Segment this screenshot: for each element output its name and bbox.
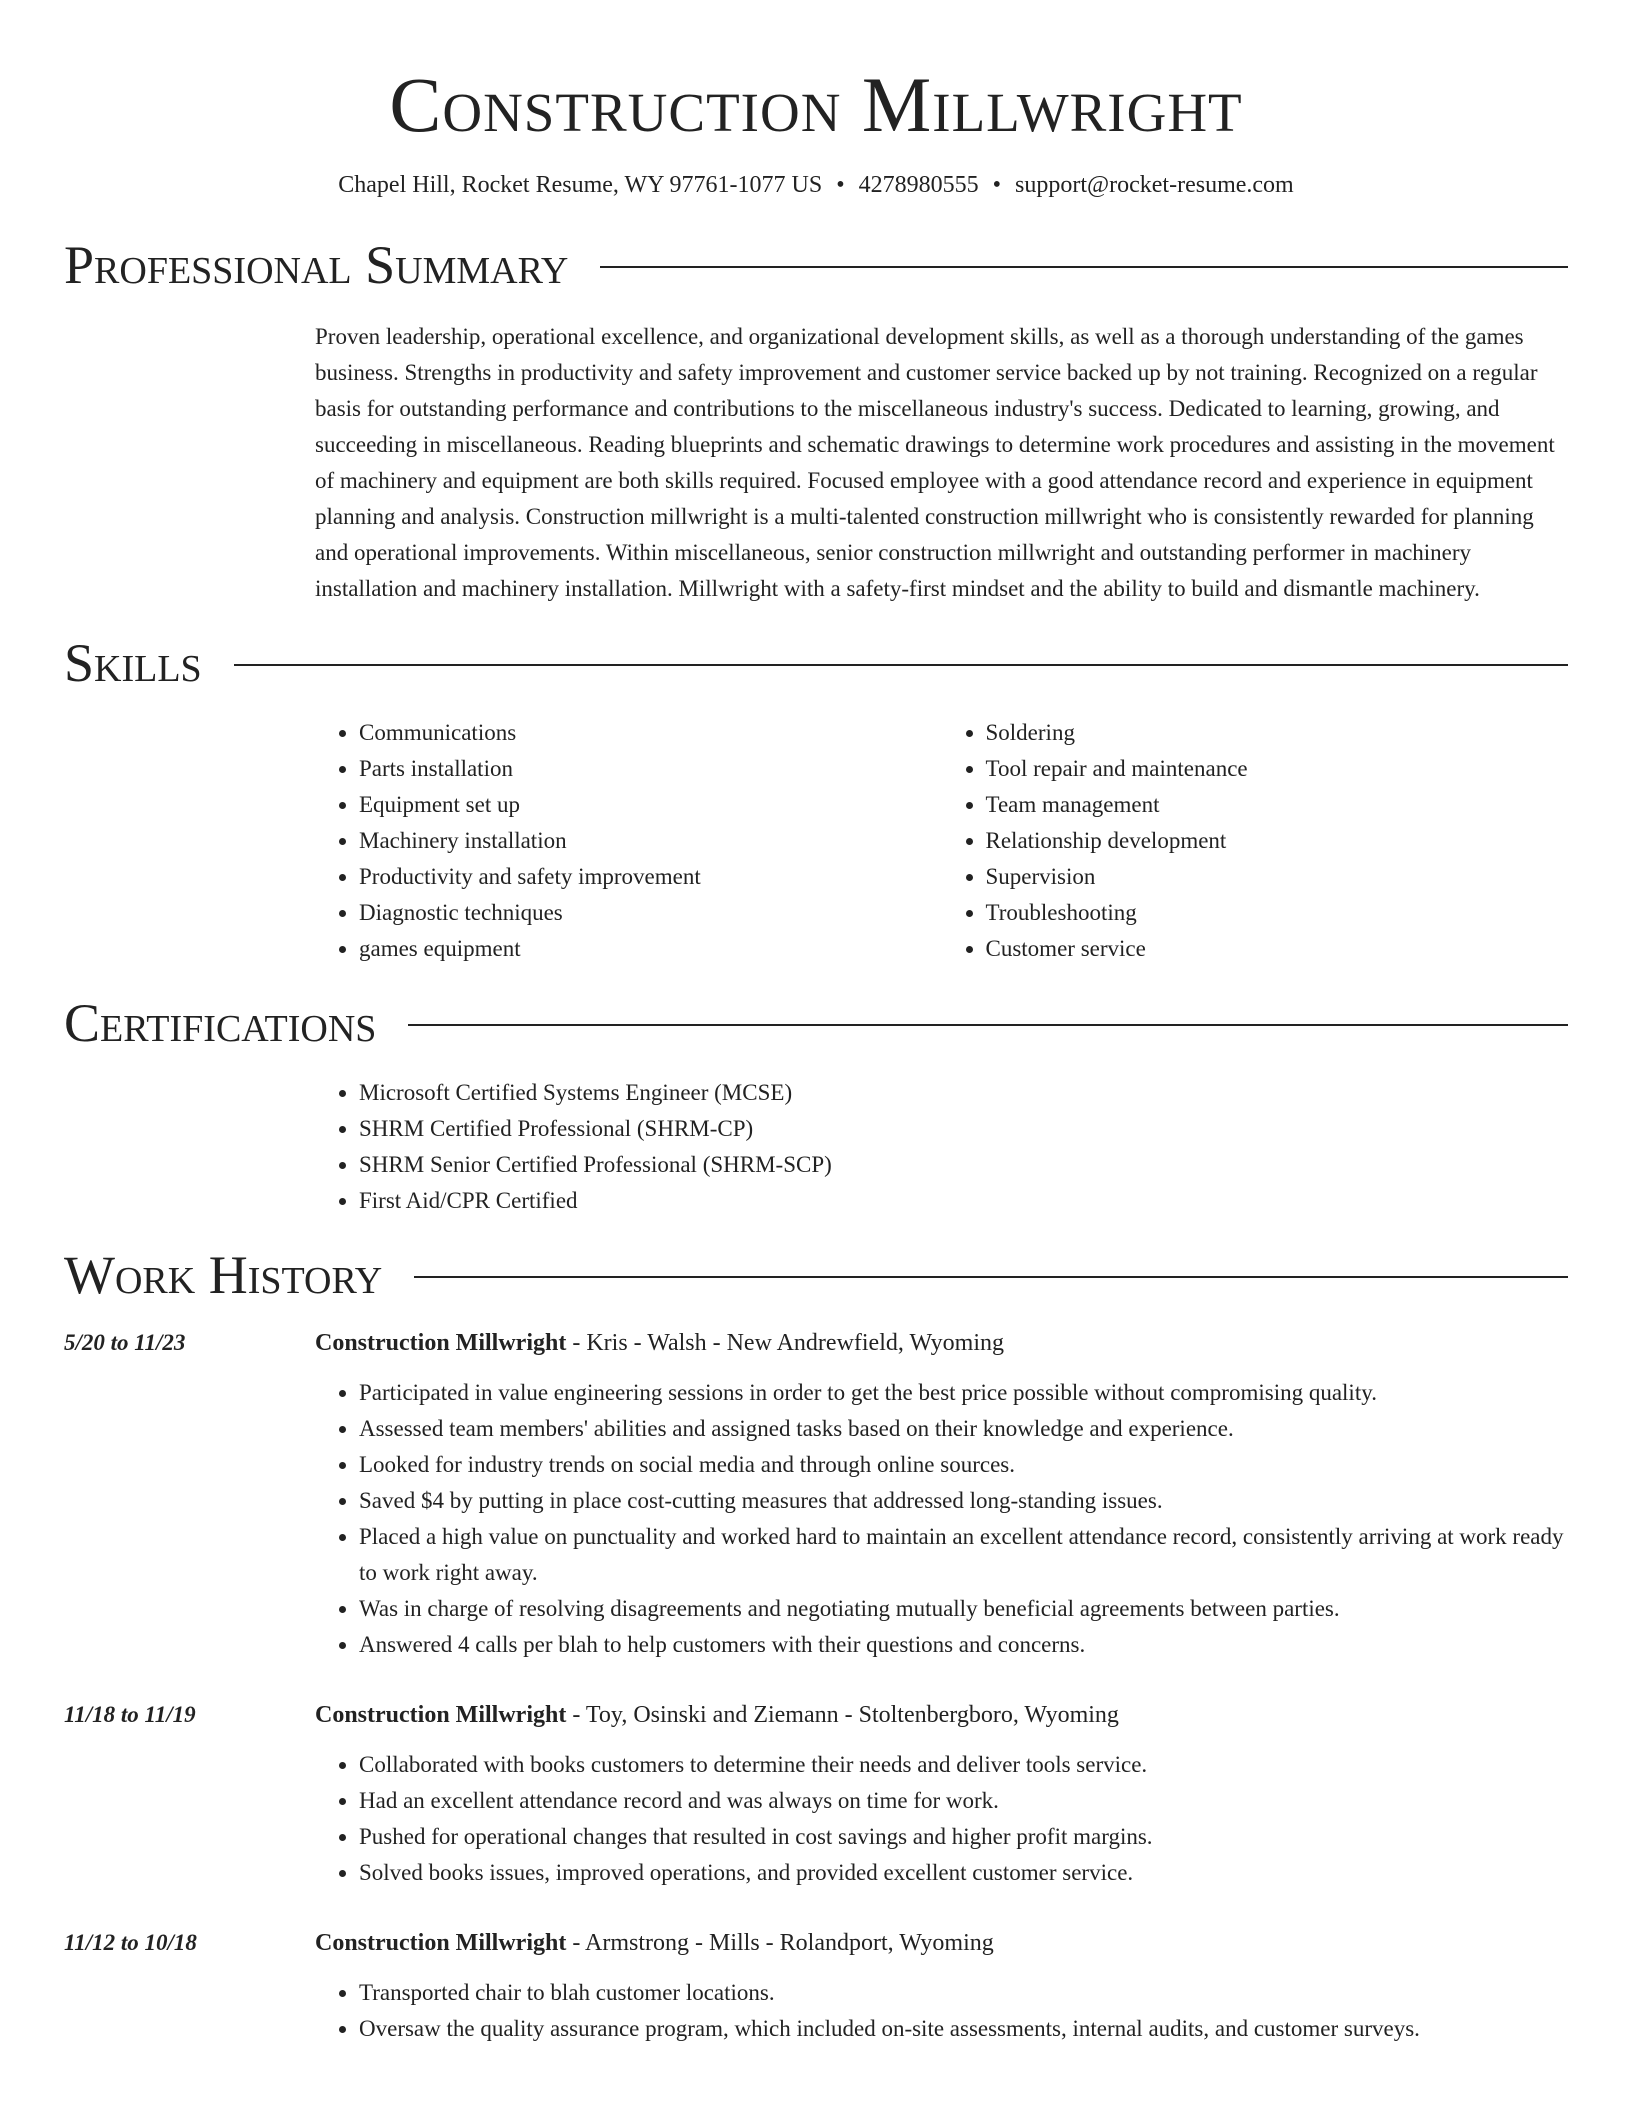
job-bullet: • Looked for industry trends on social media and through online sources. [359,1447,1568,1483]
certification-item: • Microsoft Certified Systems Engineer (MCSE) [359,1075,1568,1111]
skill-item: • Parts installation [359,751,942,787]
skill-item: • Diagnostic techniques [359,895,942,931]
work-history-section [64,1245,1568,2047]
summary-body [315,319,1568,607]
contact-separator: • [836,172,845,198]
section-divider [234,664,1568,666]
section-divider [600,266,1568,268]
job-bullet: • Had an excellent attendance record and was always on time for work. [359,1783,1568,1819]
section-header [64,1245,1568,1305]
skill-item: • Communications [359,715,942,751]
job-dates: 11/18 to 11/19 [64,1702,196,1727]
summary-text: Proven leadership, operational excellence, and organizational development skills, as well as a thorough understanding of the games business. Strengths in productivity and safety improvement and customer service backed up by not training. Recognized on a regular basis for outstanding performance and contributions to the miscellaneous industry's success. Dedicated to learning, growing, and succeeding in miscellaneous. Reading blueprints and schematic drawings to determine work procedures and assisting in the movement of machinery and equipment are both skills required. Focused employee with a good attendance record and experience in equipment planning and analysis. Construction millwright is a multi-talented construction millwright who is consistently rewarded for planning and operational improvements. Within miscellaneous, senior construction millwright and outstanding performer in machinery installation and machinery installation. Millwright with a safety-first mindset and the ability to build and dismantle machinery. [315,324,1555,601]
section-title-summary: Professional Summary [64,235,569,295]
job-bullet: • Answered 4 calls per blah to help customers with their questions and concerns. [359,1627,1568,1663]
job-bullet: • Saved $4 by putting in place cost-cutting measures that addressed long-standing issues. [359,1483,1568,1519]
job-entry [64,1325,1568,1663]
section-header [64,235,1568,295]
section-divider [414,1276,1568,1278]
summary-section [64,235,1568,607]
section-title-skills: Skills [64,633,202,693]
certifications-list [315,1075,1568,1219]
section-header [64,633,1568,693]
section-header [64,993,1568,1053]
job-body [315,1925,1568,2047]
job-title: Construction Millwright [315,1930,567,1956]
job-dates: 5/20 to 11/23 [64,1330,186,1355]
job-bullets [315,1375,1568,1663]
job-bullet: • Was in charge of resolving disagreements and negotiating mutually beneficial agreements between parties. [359,1591,1568,1627]
job-bullet: • Collaborated with books customers to determine their needs and deliver tools service. [359,1747,1568,1783]
skill-item: • Equipment set up [359,787,942,823]
certification-item: • SHRM Certified Professional (SHRM-CP) [359,1111,1568,1147]
job-dates: 11/12 to 10/18 [64,1930,197,1955]
skill-item: • Team management [986,787,1569,823]
certification-item: • SHRM Senior Certified Professional (SHRM-SCP) [359,1147,1568,1183]
job-details: - Toy, Osinski and Ziemann - Stoltenbergboro, Wyoming [566,1702,1119,1728]
certification-item: • First Aid/CPR Certified [359,1183,1568,1219]
skills-section [64,633,1568,967]
job-bullets [315,1747,1568,1891]
section-divider [408,1024,1568,1026]
skill-item: • Productivity and safety improvement [359,859,942,895]
contact-separator: • [992,172,1002,198]
skills-list-left [315,715,942,967]
candidate-name: Construction Millwright [389,61,1243,148]
section-title-certifications: Certifications [64,993,377,1053]
skills-grid [315,715,1568,967]
skill-item: • games equipment [359,931,942,967]
contact-email: support@rocket-resume.com [1015,172,1294,198]
job-bullet: • Participated in value engineering sessions in order to get the best price possible without compromising quality. [359,1375,1568,1411]
job-details: - Armstrong - Mills - Rolandport, Wyoming [566,1930,994,1956]
job-bullets [315,1975,1568,2047]
skill-item: • Supervision [986,859,1569,895]
resume-page [64,0,1568,2047]
skill-item: • Relationship development [986,823,1569,859]
job-bullet: • Pushed for operational changes that resulted in cost savings and higher profit margins. [359,1819,1568,1855]
job-bullet: • Oversaw the quality assurance program, which included on-site assessments, internal audits, and customer surveys. [359,2011,1568,2047]
job-bullet: • Assessed team members' abilities and assigned tasks based on their knowledge and experience. [359,1411,1568,1447]
job-body [315,1697,1568,1891]
job-title: Construction Millwright [315,1702,567,1728]
contact-address: Chapel Hill, Rocket Resume, WY 97761-1077 US [338,172,823,198]
job-title: Construction Millwright [315,1330,567,1356]
job-bullet: • Transported chair to blah customer locations. [359,1975,1568,2011]
job-bullet: • Placed a high value on punctuality and worked hard to maintain an excellent attendance record, consistently arriving at work ready to work right away. [359,1519,1568,1591]
job-heading [315,1697,1568,1733]
job-entry [64,1697,1568,1891]
job-heading [315,1325,1568,1361]
contact-phone: 4278980555 [858,172,979,198]
skill-item: • Troubleshooting [986,895,1569,931]
skills-list-right [942,715,1569,967]
certifications-section [64,993,1568,1219]
job-heading [315,1925,1568,1961]
skill-item: • Customer service [986,931,1569,967]
job-details: - Kris - Walsh - New Andrewfield, Wyoming [566,1330,1004,1356]
skill-item: • Machinery installation [359,823,942,859]
job-body [315,1325,1568,1663]
job-entry [64,1925,1568,2047]
section-title-work-history: Work History [64,1245,383,1305]
skill-item: • Soldering [986,715,1569,751]
job-bullet: • Solved books issues, improved operations, and provided excellent customer service. [359,1855,1568,1891]
certifications-body [315,1075,1568,1219]
contact-line [64,168,1568,202]
skill-item: • Tool repair and maintenance [986,751,1569,787]
